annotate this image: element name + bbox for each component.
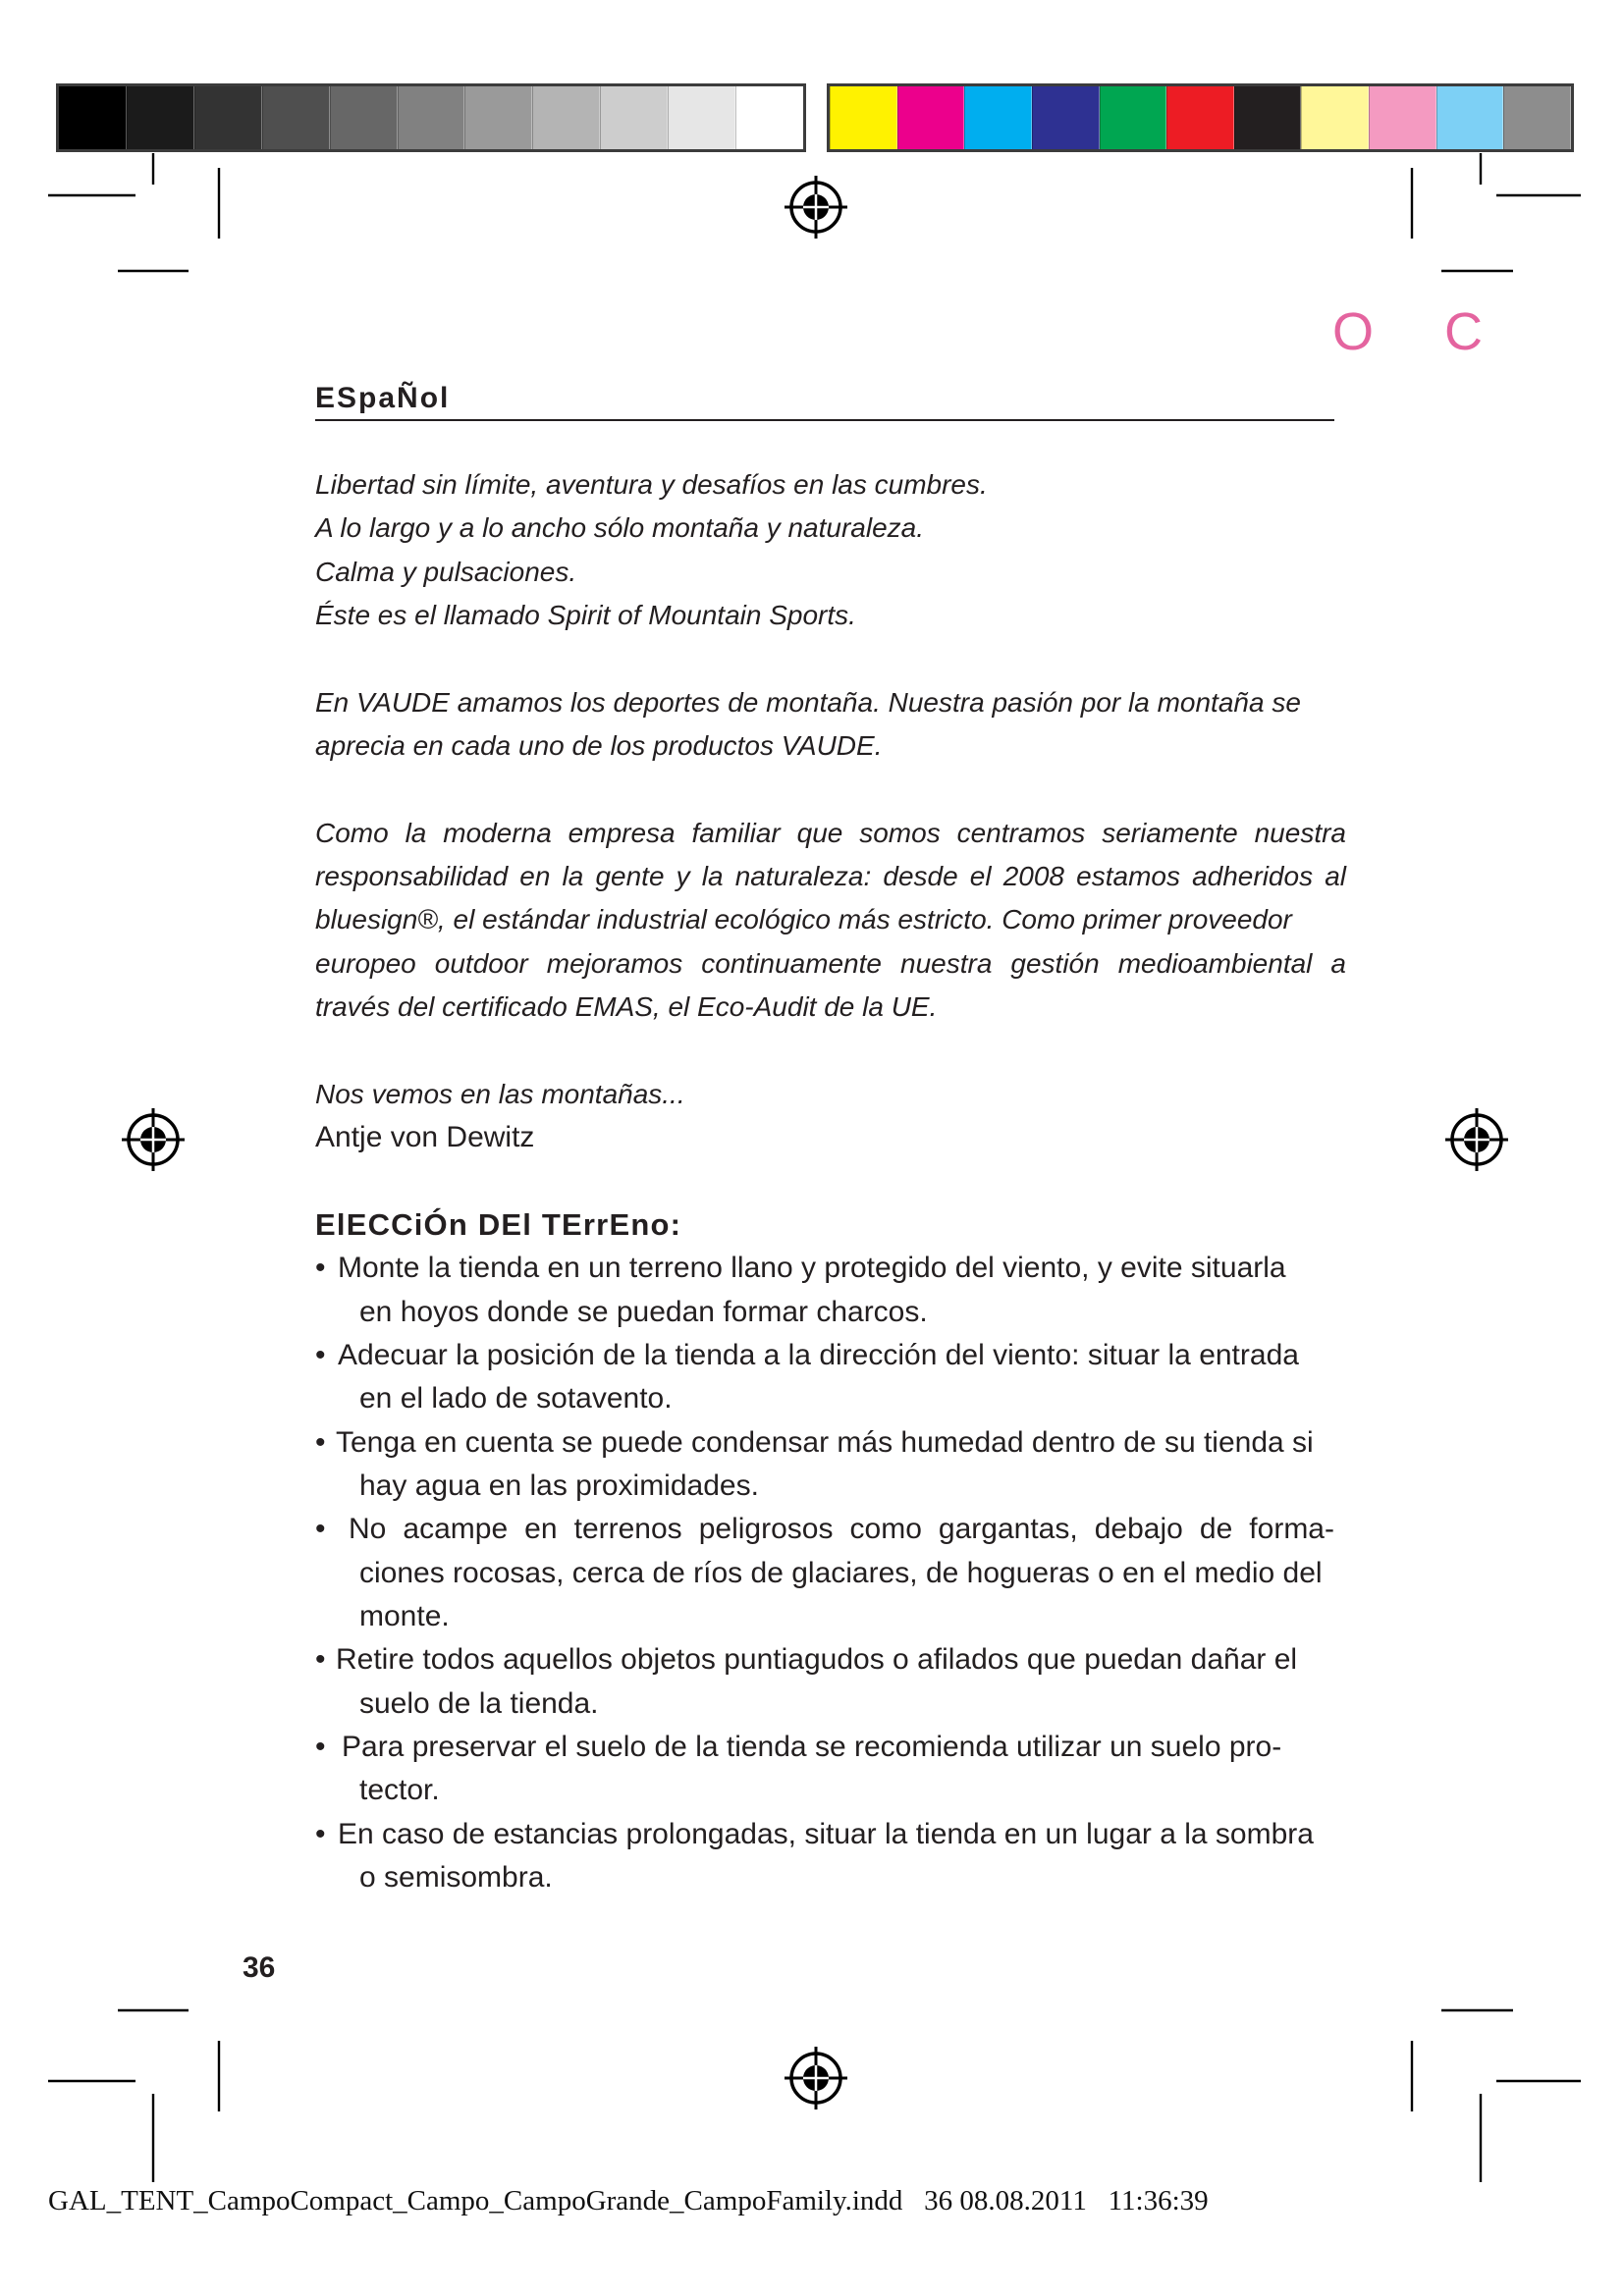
paragraph-line: Como la moderna empresa familiar que somos centramos seriamente nuestra	[315, 817, 1346, 848]
intro-paragraph	[315, 463, 1346, 637]
tip-text-line: No acampe en terrenos peligrosos como gargantas, debajo de forma-	[349, 1513, 1334, 1546]
tip-text-line: en hoyos donde se puedan formar charcos.	[359, 1295, 928, 1328]
page-number: 36	[243, 1951, 276, 1984]
bullet-marker: •	[315, 1730, 326, 1763]
paragraph-gap	[315, 1029, 1346, 1072]
terrain-tip	[315, 1421, 1346, 1509]
paragraph-gap	[315, 637, 1346, 680]
tip-text-line: hay agua en las proximidades.	[359, 1468, 759, 1502]
paragraph-gap	[315, 768, 1346, 811]
bullet-marker: •	[315, 1252, 326, 1285]
registration-mark-icon	[785, 176, 847, 239]
intro-line: Calma y pulsaciones.	[315, 556, 577, 587]
paragraph-line: europeo outdoor mejoramos continuamente nuestra gestión medioambiental a	[315, 947, 1346, 979]
tip-text-line: Monte la tienda en un terreno llano y protegido del viento, y evite situarla	[338, 1252, 1286, 1285]
tip-text-line: suelo de la tienda.	[359, 1686, 599, 1720]
intro-line: Libertad sin límite, aventura y desafíos en las cumbres.	[315, 469, 988, 500]
registration-mark-icon	[122, 1108, 185, 1171]
closing-line: Nos vemos en las montañas...	[315, 1078, 685, 1109]
paragraph-line: En VAUDE amamos los deportes de montaña. Nuestra pasión por la montaña se	[315, 686, 1301, 718]
terrain-tip	[315, 1247, 1346, 1334]
article-body	[315, 463, 1346, 1899]
tip-text-line: En caso de estancias prolongadas, situar la tienda en un lugar a la sombra	[338, 1817, 1314, 1850]
corner-letter-c: C	[1444, 302, 1483, 361]
tip-text-line: tector.	[359, 1774, 440, 1807]
bullet-marker: •	[315, 1338, 326, 1371]
terrain-tip	[315, 1813, 1346, 1900]
tip-text-line: Tenga en cuenta se puede condensar más humedad dentro de su tienda si	[336, 1425, 1314, 1459]
terrain-section-heading: ElECCiÓn DEl TErrEno:	[315, 1206, 682, 1242]
heading-rule	[315, 419, 1334, 421]
signature: Antje von Dewitz	[315, 1121, 535, 1154]
registration-mark-icon	[1445, 1108, 1508, 1171]
tip-text-line: Para preservar el suelo de la tienda se recomienda utilizar un suelo pro-	[342, 1730, 1282, 1763]
registration-mark-icon	[785, 2047, 847, 2109]
corner-letter-o: O	[1332, 302, 1375, 361]
paragraph-line: aprecia en cada uno de los productos VAUDE.	[315, 730, 883, 762]
bullet-marker: •	[315, 1643, 326, 1677]
bullet-marker: •	[315, 1817, 326, 1850]
terrain-tip	[315, 1508, 1346, 1638]
intro-line: A lo largo y a lo ancho sólo montaña y naturaleza.	[315, 512, 925, 544]
language-heading: ESpaÑol	[315, 382, 451, 414]
tip-text-line: ciones rocosas, cerca de ríos de glaciares, de hogueras o en el medio del	[359, 1556, 1323, 1589]
terrain-tip	[315, 1726, 1346, 1813]
paragraph-gap	[315, 1160, 1346, 1203]
paragraph-line: bluesign®, el estándar industrial ecológico más estricto. Como primer proveedor	[315, 904, 1292, 935]
tip-text-line: o semisombra.	[359, 1861, 553, 1894]
tip-text-line: monte.	[359, 1599, 450, 1632]
tip-text-line: en el lado de sotavento.	[359, 1382, 673, 1415]
print-slug: GAL_TENT_CampoCompact_Campo_CampoGrande_CampoFamily.indd 36 08.08.2011 11:36:39	[48, 2185, 1209, 2216]
terrain-tip	[315, 1638, 1346, 1726]
terrain-tip	[315, 1334, 1346, 1421]
intro-line: Éste es el llamado Spirit of Mountain Sports.	[315, 600, 856, 631]
tip-text-line: Adecuar la posición de la tienda a la dirección del viento: situar la entrada	[338, 1338, 1299, 1371]
paragraph-line: través del certificado EMAS, el Eco-Audit de la UE.	[315, 991, 938, 1023]
bullet-marker: •	[315, 1513, 326, 1546]
tip-text-line: Retire todos aquellos objetos puntiagudos o afilados que puedan dañar el	[336, 1643, 1298, 1677]
responsibility-paragraph	[315, 812, 1346, 1030]
bullet-marker: •	[315, 1425, 326, 1459]
vaude-paragraph	[315, 681, 1346, 769]
paragraph-line: responsabilidad en la gente y la naturaleza: desde el 2008 estamos adheridos al	[315, 861, 1346, 892]
